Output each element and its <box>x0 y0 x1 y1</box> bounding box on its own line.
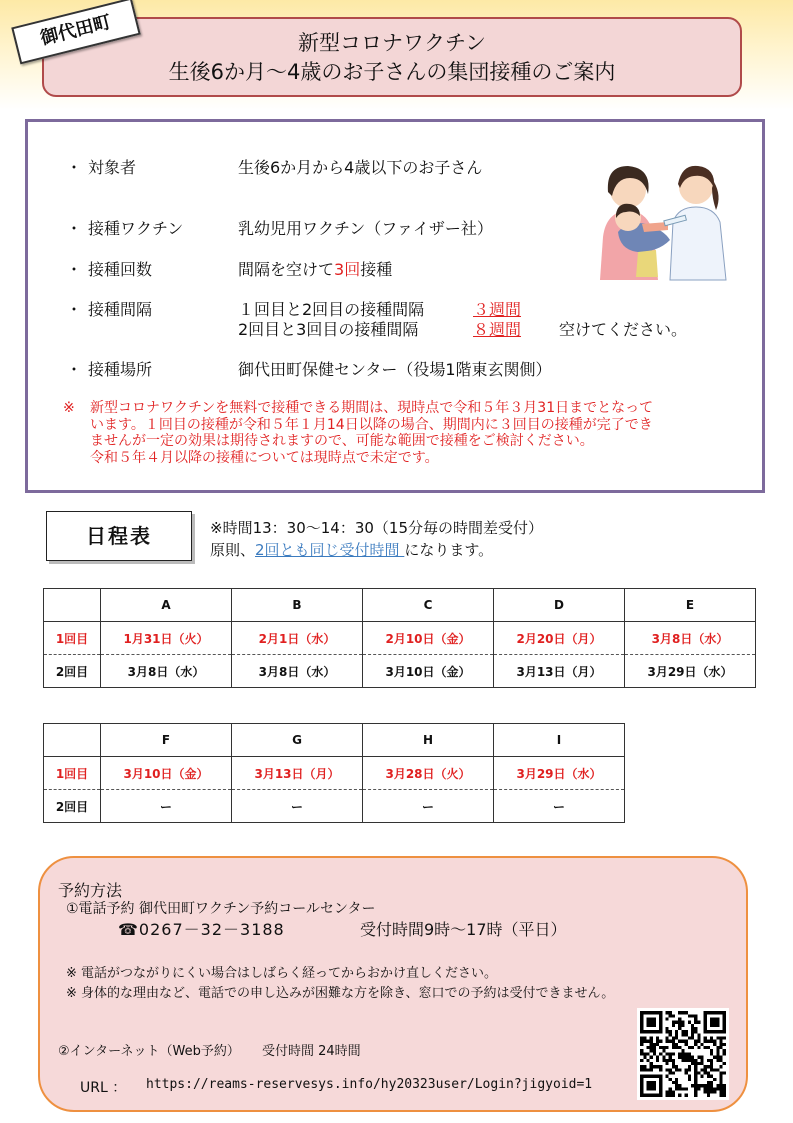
interval-label: 接種間隔 <box>88 300 153 319</box>
table-row <box>44 757 625 790</box>
vaccine-value: 乳幼児用ワクチン（ファイザー社） <box>238 219 493 238</box>
vaccination-illustration <box>598 152 738 282</box>
schedule-table-1 <box>43 588 756 688</box>
schedule-label: 日程表 <box>46 511 192 561</box>
date-cell: 3月10日（金） <box>363 655 494 688</box>
interval-value-1: ３週間 <box>473 300 522 319</box>
schedule-note <box>210 517 543 561</box>
date-cell: 3月13日（月） <box>232 757 363 790</box>
column-header: G <box>232 724 363 757</box>
date-cell: 3月28日（火） <box>363 757 494 790</box>
column-header: F <box>101 724 232 757</box>
count-suffix: 接種 <box>360 260 393 279</box>
vaccine-label: 接種ワクチン <box>88 219 184 238</box>
count-value <box>238 257 392 280</box>
place-label: 接種場所 <box>88 360 153 379</box>
corner-cell <box>44 724 101 757</box>
schedule-table-2 <box>43 723 625 823</box>
date-cell: 2月1日（水） <box>232 622 363 655</box>
phone-note-2: ※ 身体的な理由など、電話での申し込みが困難な方を除き、窓口での予約は受付できません。 <box>66 986 615 1001</box>
phone-number[interactable]: ☎0267－32－3188 <box>118 920 285 939</box>
date-cell: 2月10日（金） <box>363 622 494 655</box>
date-cell: ー <box>232 790 363 823</box>
title-line-2: 生後6か月～4歳のお子さんの集団接種のご案内 <box>168 60 616 84</box>
date-cell: 3月29日（水） <box>494 757 625 790</box>
table-row <box>44 655 756 688</box>
title-banner <box>42 17 742 97</box>
web-heading: ②インターネット（Web予約） <box>58 1044 240 1059</box>
interval-value-2: ８週間 <box>473 320 522 339</box>
table-header-row <box>44 724 625 757</box>
reservation-url[interactable]: https://reams-reservesys.info/hy20323user/Login?jigyoid=1 <box>146 1077 593 1092</box>
column-header: A <box>101 589 232 622</box>
note-line: います。１回目の接種が令和５年１月14日以降の場合、期間内に３回目の接種が完了でき <box>90 416 653 433</box>
phone-note-1: ※ 電話がつながりにくい場合はしばらく経ってからおかけ直しください。 <box>66 966 498 981</box>
count-number: 3回 <box>334 260 361 279</box>
bullet: ・ <box>66 219 83 238</box>
row-label-first: 1回目 <box>44 757 101 790</box>
date-cell: ー <box>363 790 494 823</box>
note-line: 令和５年４月以降の接種については現時点で未定です。 <box>90 449 439 466</box>
row-label-first: 1回目 <box>44 622 101 655</box>
interval-suffix: 空けてください。 <box>559 320 688 339</box>
note-suffix: になります。 <box>404 541 494 559</box>
phone-hours: 受付時間9時～17時（平日） <box>360 920 567 939</box>
table-row <box>44 790 625 823</box>
note-line: ませんが一定の効果は期待されますので、可能な範囲で接種をご検討ください。 <box>90 433 594 449</box>
column-header: I <box>494 724 625 757</box>
date-cell: 3月13日（月） <box>494 655 625 688</box>
column-header: H <box>363 724 494 757</box>
bullet: ・ <box>66 158 83 177</box>
date-cell: 1月31日（火） <box>101 622 232 655</box>
row-label-second: 2回目 <box>44 655 101 688</box>
column-header: D <box>494 589 625 622</box>
date-cell: 2月20日（月） <box>494 622 625 655</box>
count-label: 接種回数 <box>88 260 153 279</box>
town-tag: 御代田町 <box>11 0 141 64</box>
note-prefix: 原則、 <box>210 541 256 559</box>
place-value: 御代田町保健センター（役場1階東玄関側） <box>238 360 552 379</box>
date-cell: 3月8日（水） <box>625 622 756 655</box>
column-header: C <box>363 589 494 622</box>
reservation-title: 予約方法 <box>58 881 123 900</box>
interval-line-1: １回目と2回目の接種間隔 <box>238 300 425 319</box>
note-line: 新型コロナワクチンを無料で接種できる期間は、現時点で令和５年３月31日までとなって <box>90 400 654 416</box>
date-cell: 3月8日（水） <box>232 655 363 688</box>
same-time-link: 2回とも同じ受付時間 <box>255 541 405 559</box>
interval-line-2: 2回目と3回目の接種間隔 <box>238 320 419 339</box>
row-label-second: 2回目 <box>44 790 101 823</box>
target-label: 対象者 <box>88 158 137 177</box>
date-cell: ー <box>494 790 625 823</box>
title-line-1: 新型コロナワクチン <box>298 31 486 55</box>
date-cell: ー <box>101 790 232 823</box>
note-mark: ※ <box>63 400 75 416</box>
target-value: 生後6か月から4歳以下のお子さん <box>238 158 483 177</box>
bullet: ・ <box>66 300 83 319</box>
column-header: E <box>625 589 756 622</box>
column-header: B <box>232 589 363 622</box>
date-cell: 3月29日（水） <box>625 655 756 688</box>
date-cell: 3月10日（金） <box>101 757 232 790</box>
bullet: ・ <box>66 360 83 379</box>
count-prefix: 間隔を空けて <box>238 260 335 279</box>
url-label: URL ： <box>80 1080 127 1096</box>
date-cell: 3月8日（水） <box>101 655 232 688</box>
table-header-row <box>44 589 756 622</box>
web-hours: 受付時間 24時間 <box>262 1044 361 1059</box>
phone-heading: ①電話予約 御代田町ワクチン予約コールセンター <box>66 901 376 917</box>
corner-cell <box>44 589 101 622</box>
table-row <box>44 622 756 655</box>
bullet: ・ <box>66 260 83 279</box>
schedule-note-line-1: ※時間13：30～14：30（15分毎の時間差受付） <box>210 519 544 537</box>
free-period-note <box>63 400 743 466</box>
qr-code-image[interactable] <box>637 1008 729 1100</box>
schedule-note-line-2 <box>210 539 543 561</box>
